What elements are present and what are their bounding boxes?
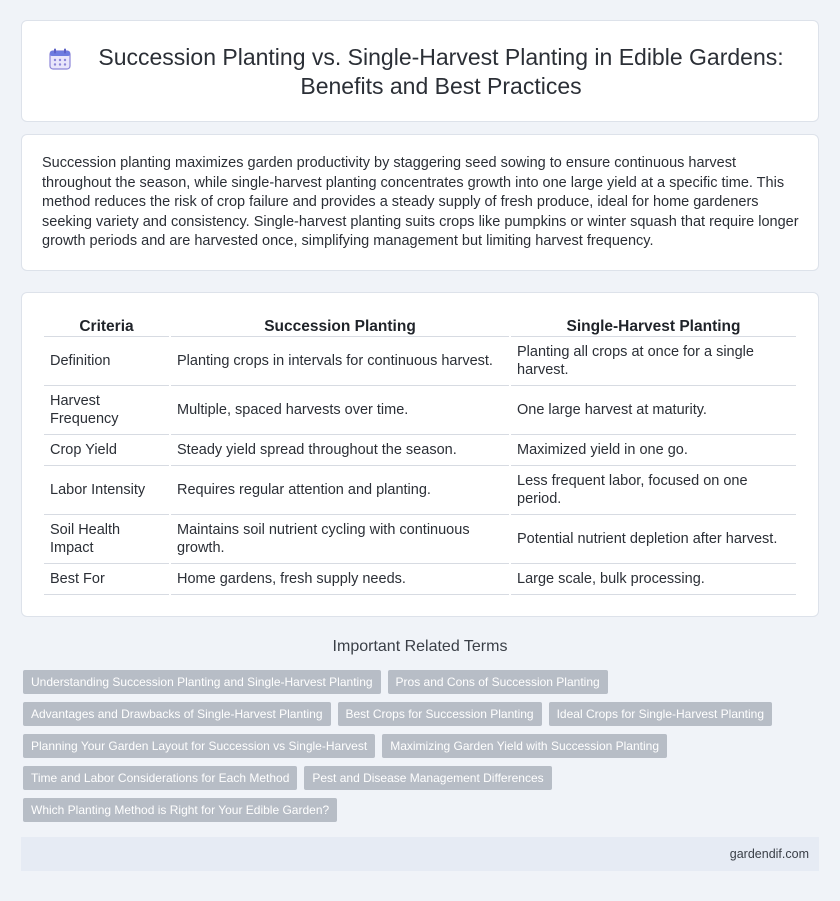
tag-row <box>23 702 813 726</box>
table-row <box>44 564 796 595</box>
table-row <box>44 386 796 435</box>
table-header-criteria: Criteria <box>44 315 169 337</box>
related-terms-heading: Important Related Terms <box>332 638 508 655</box>
comparison-table-card <box>21 292 819 617</box>
table-cell-criteria: Labor Intensity <box>44 466 169 515</box>
table-row <box>44 337 796 386</box>
table-cell-succession: Multiple, spaced harvests over time. <box>171 386 509 435</box>
related-term-tag[interactable]: Time and Labor Considerations for Each Method <box>23 766 297 790</box>
table-cell-succession: Steady yield spread throughout the season. <box>171 435 509 466</box>
table-cell-criteria: Soil Health Impact <box>44 515 169 564</box>
tag-row <box>23 766 813 790</box>
related-term-tag[interactable]: Best Crops for Succession Planting <box>338 702 542 726</box>
related-term-tag[interactable]: Pest and Disease Management Differences <box>304 766 551 790</box>
table-cell-succession: Home gardens, fresh supply needs. <box>171 564 509 595</box>
table-header-succession: Succession Planting <box>171 315 509 337</box>
tag-row <box>23 798 813 822</box>
table-cell-criteria: Best For <box>44 564 169 595</box>
intro-paragraph: Succession planting maximizes garden productivity by staggering seed sowing to ensure continuous harvest throughout the season, while single-harvest planting concentrates growth into one large yield at a specific time. This method reduces the risk of crop failure and provides a steady supply of fresh produce, ideal for home gardeners seeking variety and consistency. Single-harvest planting suits crops like pumpkins or winter squash that require longer growth periods and are harvested once, simplifying management but limiting harvest frequency. <box>42 155 799 250</box>
table-cell-single-harvest: Maximized yield in one go. <box>511 435 796 466</box>
related-term-tag[interactable]: Understanding Succession Planting and Single-Harvest Planting <box>23 670 381 694</box>
table-cell-criteria: Definition <box>44 337 169 386</box>
comparison-table <box>42 315 798 595</box>
table-cell-succession: Maintains soil nutrient cycling with continuous growth. <box>171 515 509 564</box>
table-cell-single-harvest: Potential nutrient depletion after harvest. <box>511 515 796 564</box>
footer <box>21 837 819 871</box>
table-row <box>44 515 796 564</box>
table-cell-succession: Requires regular attention and planting. <box>171 466 509 515</box>
header-card <box>21 20 819 122</box>
table-cell-single-harvest: Planting all crops at once for a single harvest. <box>511 337 796 386</box>
tag-row <box>23 734 813 758</box>
table-header-single-harvest: Single-Harvest Planting <box>511 315 796 337</box>
related-terms-tags <box>23 670 813 830</box>
related-term-tag[interactable]: Planning Your Garden Layout for Succession vs Single-Harvest <box>23 734 375 758</box>
related-term-tag[interactable]: Advantages and Drawbacks of Single-Harvest Planting <box>23 702 331 726</box>
table-cell-criteria: Crop Yield <box>44 435 169 466</box>
intro-card <box>21 134 819 271</box>
table-cell-single-harvest: One large harvest at maturity. <box>511 386 796 435</box>
related-term-tag[interactable]: Pros and Cons of Succession Planting <box>388 670 608 694</box>
related-term-tag[interactable]: Which Planting Method is Right for Your Edible Garden? <box>23 798 337 822</box>
table-cell-single-harvest: Large scale, bulk processing. <box>511 564 796 595</box>
page-title: Succession Planting vs. Single-Harvest Planting in Edible Gardens: Benefits and Best Practices <box>98 44 784 99</box>
table-cell-criteria: Harvest Frequency <box>44 386 169 435</box>
table-cell-single-harvest: Less frequent labor, focused on one period. <box>511 466 796 515</box>
table-row <box>44 435 796 466</box>
related-term-tag[interactable]: Maximizing Garden Yield with Succession Planting <box>382 734 667 758</box>
footer-site-name[interactable]: gardendif.com <box>729 847 809 861</box>
tag-row <box>23 670 813 694</box>
table-row <box>44 466 796 515</box>
related-term-tag[interactable]: Ideal Crops for Single-Harvest Planting <box>549 702 772 726</box>
table-cell-succession: Planting crops in intervals for continuous harvest. <box>171 337 509 386</box>
